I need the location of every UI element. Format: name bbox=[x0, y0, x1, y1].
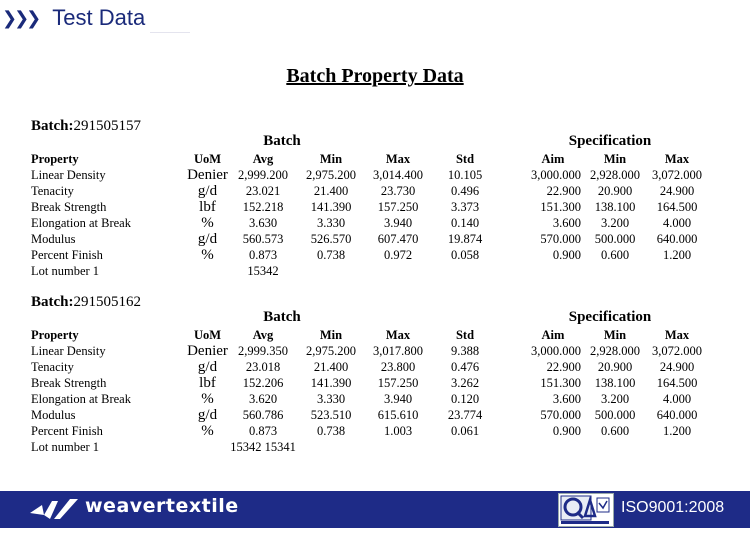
cell-min: 0.738 bbox=[316, 248, 346, 262]
column-header-avg: Avg bbox=[252, 328, 274, 342]
cell-avg: 3.620 bbox=[248, 392, 278, 406]
cell-max: 3.940 bbox=[383, 216, 413, 230]
cell-avg: 152.218 bbox=[242, 200, 284, 214]
cell-uom: g/d bbox=[197, 359, 218, 375]
lot-number-value: 15342 bbox=[247, 264, 279, 278]
cell-spec-max: 1.200 bbox=[662, 248, 692, 262]
cell-spec-aim: 22.900 bbox=[546, 184, 581, 198]
table-row bbox=[0, 391, 750, 407]
cell-uom: % bbox=[201, 247, 214, 263]
column-header-spec-max: Max bbox=[664, 152, 690, 166]
cell-std: 0.061 bbox=[450, 424, 480, 438]
cell-max: 157.250 bbox=[377, 200, 419, 214]
cell-spec-aim: 3.600 bbox=[552, 216, 581, 230]
cell-property: Elongation at Break bbox=[31, 216, 131, 230]
column-header-spec-min: Min bbox=[603, 328, 627, 342]
cell-uom: % bbox=[201, 391, 214, 407]
cell-max: 23.730 bbox=[380, 184, 416, 198]
cell-avg: 23.018 bbox=[245, 360, 281, 374]
document-title: Batch Property Data bbox=[286, 65, 464, 87]
batch-label bbox=[31, 118, 141, 135]
cell-avg: 3.630 bbox=[248, 216, 278, 230]
cell-spec-min: 2,928.000 bbox=[590, 168, 640, 182]
column-header-min: Min bbox=[319, 152, 343, 166]
column-header-spec-min: Min bbox=[603, 152, 627, 166]
cell-uom: Denier bbox=[187, 343, 228, 359]
batch-label bbox=[31, 294, 141, 311]
cell-avg: 2,999.350 bbox=[238, 344, 288, 358]
cell-property: Tenacity bbox=[31, 184, 74, 198]
cell-uom: % bbox=[201, 215, 214, 231]
column-header-property: Property bbox=[31, 328, 79, 342]
table-row bbox=[0, 199, 750, 215]
table-row bbox=[0, 343, 750, 359]
column-header-uom: UoM bbox=[193, 152, 222, 166]
cell-property: Modulus bbox=[31, 232, 76, 246]
table-row bbox=[0, 215, 750, 231]
cell-min: 141.390 bbox=[310, 200, 352, 214]
column-header-property: Property bbox=[31, 152, 79, 166]
cell-spec-min: 138.100 bbox=[594, 200, 636, 214]
cell-spec-max: 4.000 bbox=[662, 216, 692, 230]
cell-min: 141.390 bbox=[310, 376, 352, 390]
cell-property: Tenacity bbox=[31, 360, 74, 374]
table-row bbox=[0, 359, 750, 375]
header-title: Test Data bbox=[52, 5, 146, 30]
column-header-row bbox=[0, 151, 750, 167]
cell-min: 2,975.200 bbox=[306, 344, 356, 358]
cell-property: Percent Finish bbox=[31, 248, 103, 262]
cell-uom: lbf bbox=[199, 199, 216, 215]
cell-std: 0.120 bbox=[450, 392, 480, 406]
cell-avg: 560.786 bbox=[242, 408, 284, 422]
triple-chevron-icon: ❯❯❯ bbox=[2, 7, 39, 29]
column-header-std: Std bbox=[455, 328, 475, 342]
cell-uom: g/d bbox=[197, 407, 218, 423]
cell-min: 2,975.200 bbox=[306, 168, 356, 182]
cell-spec-max: 1.200 bbox=[662, 424, 692, 438]
cell-spec-aim: 3.600 bbox=[552, 392, 581, 406]
cell-max: 615.610 bbox=[377, 408, 419, 422]
cell-std: 3.262 bbox=[450, 376, 480, 390]
table-row bbox=[0, 423, 750, 439]
table-row bbox=[0, 407, 750, 423]
cell-max: 3,017.800 bbox=[373, 344, 423, 358]
cell-avg: 0.873 bbox=[248, 248, 278, 262]
table-row bbox=[0, 247, 750, 263]
cell-spec-min: 0.600 bbox=[600, 248, 630, 262]
iso-certification: ISO9001:2008 bbox=[621, 499, 725, 516]
group-header-batch: Batch bbox=[263, 133, 301, 149]
table-row bbox=[0, 167, 750, 183]
cell-spec-max: 640.000 bbox=[656, 232, 698, 246]
cell-spec-min: 3.200 bbox=[600, 392, 630, 406]
cell-spec-min: 0.600 bbox=[600, 424, 630, 438]
cell-spec-min: 500.000 bbox=[594, 408, 636, 422]
cell-min: 3.330 bbox=[316, 392, 346, 406]
cell-spec-aim: 22.900 bbox=[546, 360, 581, 374]
cell-uom: g/d bbox=[197, 183, 218, 199]
column-header-uom: UoM bbox=[193, 328, 222, 342]
cell-std: 3.373 bbox=[450, 200, 480, 214]
cell-spec-max: 24.900 bbox=[659, 360, 695, 374]
lot-number-value: 15342 15341 bbox=[230, 440, 296, 454]
cell-avg: 560.573 bbox=[242, 232, 284, 246]
cell-spec-aim: 151.300 bbox=[540, 376, 581, 390]
cell-property: Modulus bbox=[31, 408, 76, 422]
cell-min: 526.570 bbox=[310, 232, 352, 246]
cell-spec-max: 164.500 bbox=[656, 200, 698, 214]
cell-max: 3.940 bbox=[383, 392, 413, 406]
column-header-spec-aim: Aim bbox=[541, 328, 565, 342]
cell-avg: 2,999.200 bbox=[238, 168, 288, 182]
group-header-batch: Batch bbox=[263, 309, 301, 325]
cell-max: 157.250 bbox=[377, 376, 419, 390]
cell-spec-aim: 3,000.000 bbox=[531, 168, 581, 182]
cell-min: 3.330 bbox=[316, 216, 346, 230]
cell-spec-aim: 0.900 bbox=[552, 424, 581, 438]
cell-spec-max: 24.900 bbox=[659, 184, 695, 198]
cell-spec-aim: 151.300 bbox=[540, 200, 581, 214]
cell-uom: % bbox=[201, 423, 214, 439]
cell-spec-min: 2,928.000 bbox=[590, 344, 640, 358]
cell-property: Break Strength bbox=[31, 376, 107, 390]
group-header-specification: Specification bbox=[568, 309, 652, 325]
batch-number: 291505162 bbox=[73, 294, 141, 310]
header-divider bbox=[150, 32, 190, 33]
cell-std: 0.140 bbox=[450, 216, 480, 230]
cell-spec-min: 3.200 bbox=[600, 216, 630, 230]
bottom-strip bbox=[0, 528, 750, 542]
cell-max: 0.972 bbox=[383, 248, 413, 262]
brand-name: weavertextile bbox=[85, 495, 239, 517]
lot-number-label: Lot number 1 bbox=[31, 440, 100, 454]
cell-spec-aim: 570.000 bbox=[540, 232, 581, 246]
cell-min: 0.738 bbox=[316, 424, 346, 438]
cell-avg: 23.021 bbox=[245, 184, 281, 198]
cell-uom: g/d bbox=[197, 231, 218, 247]
cell-avg: 0.873 bbox=[248, 424, 278, 438]
cell-spec-aim: 3,000.000 bbox=[531, 344, 581, 358]
cell-property: Elongation at Break bbox=[31, 392, 131, 406]
cell-std: 0.496 bbox=[450, 184, 480, 198]
cell-spec-min: 20.900 bbox=[597, 360, 633, 374]
cell-property: Linear Density bbox=[31, 344, 106, 358]
column-header-std: Std bbox=[455, 152, 475, 166]
cell-max: 23.800 bbox=[380, 360, 416, 374]
footer-bar bbox=[0, 491, 750, 528]
table-row bbox=[0, 183, 750, 199]
qa-certification-icon bbox=[558, 493, 614, 527]
cell-std: 23.774 bbox=[447, 408, 483, 422]
cell-std: 0.058 bbox=[450, 248, 480, 262]
batch-number: 291505157 bbox=[73, 118, 141, 134]
cell-min: 21.400 bbox=[313, 184, 349, 198]
lot-number-label: Lot number 1 bbox=[31, 264, 100, 278]
cell-uom: lbf bbox=[199, 375, 216, 391]
cell-spec-aim: 570.000 bbox=[540, 408, 581, 422]
cell-spec-min: 20.900 bbox=[597, 184, 633, 198]
cell-property: Break Strength bbox=[31, 200, 107, 214]
lot-number-row bbox=[0, 263, 750, 279]
cell-spec-max: 3,072.000 bbox=[652, 344, 702, 358]
cell-std: 9.388 bbox=[450, 344, 480, 358]
group-header-specification: Specification bbox=[568, 133, 652, 149]
column-header-max: Max bbox=[385, 152, 411, 166]
cell-spec-aim: 0.900 bbox=[552, 248, 581, 262]
cell-spec-max: 4.000 bbox=[662, 392, 692, 406]
column-header-spec-max: Max bbox=[664, 328, 690, 342]
cell-avg: 152.206 bbox=[242, 376, 284, 390]
cell-spec-max: 640.000 bbox=[656, 408, 698, 422]
cell-max: 3,014.400 bbox=[373, 168, 423, 182]
cell-max: 1.003 bbox=[383, 424, 413, 438]
table-row bbox=[0, 231, 750, 247]
table-row bbox=[0, 375, 750, 391]
cell-std: 19.874 bbox=[447, 232, 483, 246]
cell-std: 10.105 bbox=[447, 168, 483, 182]
batch-label-prefix: Batch: bbox=[31, 118, 74, 134]
cell-max: 607.470 bbox=[377, 232, 419, 246]
cell-property: Percent Finish bbox=[31, 424, 103, 438]
page-header bbox=[0, 4, 145, 32]
batch-label-prefix: Batch: bbox=[31, 294, 74, 310]
column-header-min: Min bbox=[319, 328, 343, 342]
cell-min: 21.400 bbox=[313, 360, 349, 374]
cell-spec-min: 138.100 bbox=[594, 376, 636, 390]
cell-min: 523.510 bbox=[310, 408, 352, 422]
column-header-max: Max bbox=[385, 328, 411, 342]
cell-spec-max: 164.500 bbox=[656, 376, 698, 390]
column-header-avg: Avg bbox=[252, 152, 274, 166]
column-header-row bbox=[0, 327, 750, 343]
cell-property: Linear Density bbox=[31, 168, 106, 182]
column-header-spec-aim: Aim bbox=[541, 152, 565, 166]
cell-uom: Denier bbox=[187, 167, 228, 183]
lot-number-row bbox=[0, 439, 750, 455]
weaver-wing-icon bbox=[30, 499, 80, 521]
cell-spec-min: 500.000 bbox=[594, 232, 636, 246]
cell-std: 0.476 bbox=[450, 360, 480, 374]
cell-spec-max: 3,072.000 bbox=[652, 168, 702, 182]
